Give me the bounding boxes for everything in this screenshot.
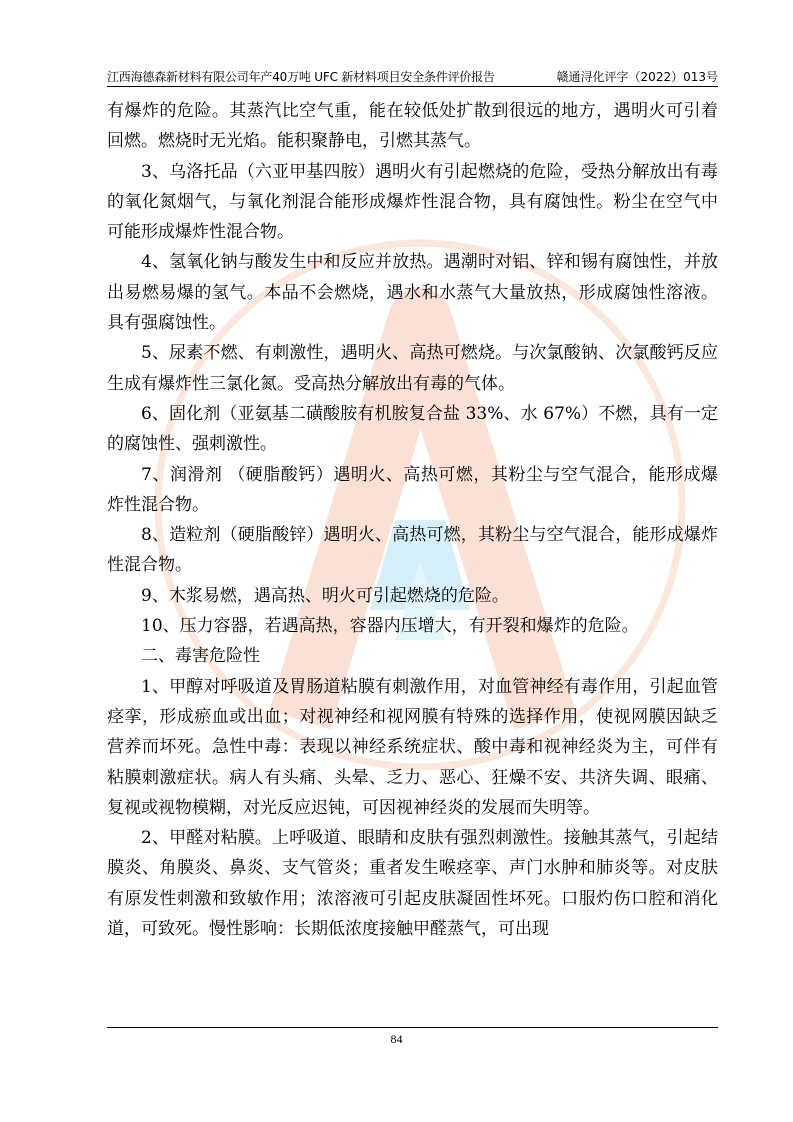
paragraph: 3、乌洛托品（六亚甲基四胺）遇明火有引起燃烧的危险，受热分解放出有毒的氧化氮烟气，与氧化剂混合能形成爆炸性混合物，具有腐蚀性。粉尘在空气中可能形成爆炸性混合物。 <box>107 161 718 243</box>
page-header <box>107 66 718 86</box>
paragraph: 4、氢氧化钠与酸发生中和反应并放热。遇潮时对铝、锌和锡有腐蚀性，并放出易燃易爆的氢气。本品不会燃烧，遇水和水蒸气大量放热，形成腐蚀性溶液。具有强腐蚀性。 <box>107 252 718 334</box>
header-report-title: 江西海德森新材料有限公司年产40万吨 UFC 新材料项目安全条件评价报告 <box>107 70 495 84</box>
paragraph: 8、造粒剂（硬脂酸锌）遇明火、高热可燃，其粉尘与空气混合，能形成爆炸性混合物。 <box>107 525 718 576</box>
paragraph: 二、毒害危险性 <box>141 646 260 667</box>
body-text <box>107 96 718 944</box>
header-divider <box>107 86 718 87</box>
page-number: 84 <box>390 1032 403 1046</box>
paragraph: 7、润滑剂 （硬脂酸钙）遇明火、高热可燃，其粉尘与空气混合，能形成爆炸性混合物。 <box>107 464 718 515</box>
paragraph: 1、甲醇对呼吸道及胃肠道粘膜有刺激作用，对血管神经有毒作用，引起血管痉挛，形成瘀血或出血；对视神经和视网膜有特殊的选择作用，使视网膜因缺乏营养而坏死。急性中毒：表现以神经系统症状、酸中毒和视神经炎为主，可伴有粘膜刺激症状。病人有头痛、头晕、乏力、恶心、狂燥不安、共济失调、眼痛、复视或视物模糊，对光反应迟钝，可因视神经炎的发展而失明等。 <box>107 676 718 818</box>
paragraph: 6、固化剂（亚氨基二磺酸胺有机胺复合盐 33%、水 67%）不燃，具有一定的腐蚀性、强刺激性。 <box>107 403 718 455</box>
paragraph: 5、尿素不燃、有刺激性，遇明火、高热可燃烧。与次氯酸钠、次氯酸钙反应生成有爆炸性三氯化氮。受高热分解放出有毒的气体。 <box>107 343 718 394</box>
header-report-number: 赣通浔化评字（2022）013号 <box>556 70 718 84</box>
paragraph: 2、甲醛对粘膜。上呼吸道、眼睛和皮肤有强烈刺激性。接触其蒸气，引起结膜炎、角膜炎、鼻炎、支气管炎；重者发生喉痉挛、声门水肿和肺炎等。对皮肤有原发性刺激和致敏作用；浓溶液可引起皮肤凝固性坏死。口服灼伤口腔和消化道，可致死。慢性影响：长期低浓度接触甲醛蒸气，可出现 <box>107 828 718 940</box>
paragraph: 9、木浆易燃，遇高热、明火可引起燃烧的危险。 <box>141 585 509 606</box>
footer-divider <box>107 1027 718 1028</box>
paragraph: 10、压力容器，若遇高热，容器内压增大，有开裂和爆炸的危险。 <box>141 616 639 637</box>
paragraph: 有爆炸的危险。其蒸汽比空气重，能在较低处扩散到很远的地方，遇明火可引着回燃。燃烧时无光焰。能积聚静电，引燃其蒸气。 <box>107 101 718 152</box>
